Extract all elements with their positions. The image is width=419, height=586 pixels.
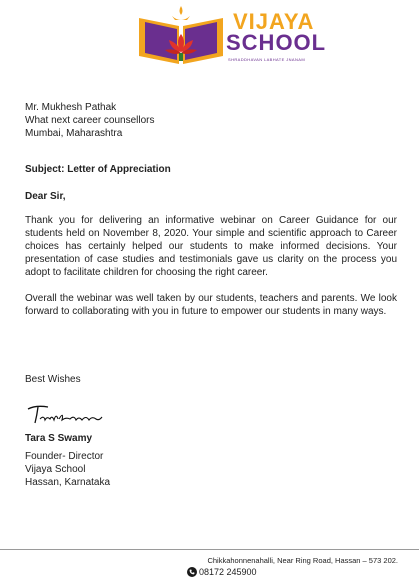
phone-icon [187, 567, 197, 577]
recipient-organization: What next career counsellors [25, 115, 155, 126]
footer-phone-number: 08172 245900 [199, 567, 257, 577]
closing-wishes: Best Wishes [25, 374, 81, 385]
handwritten-signature [26, 403, 106, 429]
footer-divider [0, 549, 419, 550]
school-tagline: SHRADDHAVAN LABHATE JNANAM [228, 57, 306, 62]
school-logo [135, 4, 325, 68]
book-lamp-emblem [135, 4, 227, 68]
signer-name: Tara S Swamy [25, 433, 93, 444]
salutation: Dear Sir, [25, 191, 66, 202]
school-name-line2: SCHOOL [226, 30, 327, 55]
signer-title: Founder- Director [25, 451, 104, 462]
body-paragraph-1: Thank you for delivering an informative webinar on Career Guidance for our students held on November 8, 2020. Your simple and scientific approach to Career choices has certainly helped our students to make informed decisions. Your presentation of case studies and testimonials gave us clarity on the process you adopt to facilitate children for choosing the right career. [25, 215, 397, 278]
school-name-line1: VIJAYA [233, 9, 315, 34]
footer-phone [187, 567, 257, 577]
signer-details [25, 450, 110, 489]
recipient-location: Mumbai, Maharashtra [25, 128, 123, 139]
recipient-name: Mr. Mukhesh Pathak [25, 102, 117, 113]
footer-address: Chikkahonnenahalli, Near Ring Road, Hassan – 573 202. [207, 556, 398, 565]
recipient-address [25, 101, 155, 140]
signer-location: Hassan, Karnataka [25, 477, 111, 488]
letter-subject: Subject: Letter of Appreciation [25, 164, 171, 175]
body-paragraph-2: Overall the webinar was well taken by our students, teachers and parents. We look forward to collaborating with you in future to empower our students in many ways. [25, 293, 397, 317]
signer-school: Vijaya School [25, 464, 86, 475]
